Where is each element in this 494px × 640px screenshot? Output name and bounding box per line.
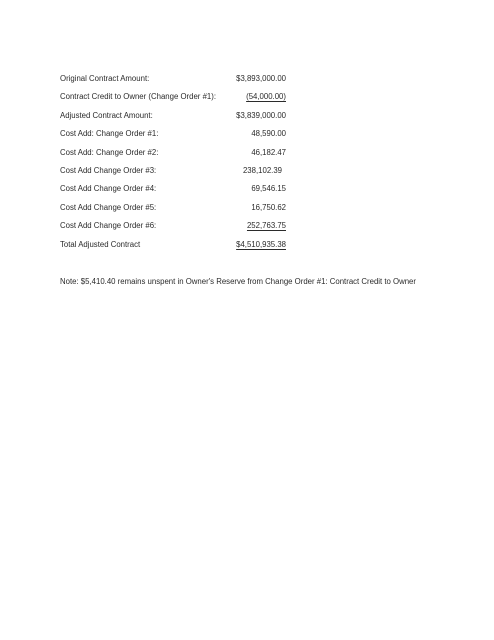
row-amount: 48,590.00 xyxy=(251,129,286,139)
row-amount: (54,000.00) xyxy=(246,92,286,102)
total-amount: $4,510,935.38 xyxy=(236,239,286,249)
row-label: Cost Add Change Order #5: xyxy=(60,202,157,212)
row-amount: 46,182.47 xyxy=(251,147,286,157)
row-amount: 16,750.62 xyxy=(251,202,286,212)
table-row xyxy=(60,73,300,91)
row-label: Cost Add Change Order #3: xyxy=(60,165,157,175)
row-amount: $3,893,000.00 xyxy=(236,74,286,83)
table-row xyxy=(60,147,300,165)
footnote: Note: $5,410.40 remains unspent in Owner's Reserve from Change Order #1: Contract Credit to Owner xyxy=(60,277,416,286)
table-row xyxy=(60,183,300,201)
table-row xyxy=(60,220,300,238)
table-row xyxy=(60,91,300,109)
row-label: Adjusted Contract Amount: xyxy=(60,110,153,120)
row-amount: 69,546.15 xyxy=(251,184,286,194)
row-label: Total Adjusted Contract xyxy=(60,239,141,249)
row-label: Cost Add: Change Order #2: xyxy=(60,147,159,157)
row-label: Cost Add Change Order #6: xyxy=(60,221,157,231)
row-label: Original Contract Amount: xyxy=(60,74,150,83)
table-row xyxy=(60,165,300,183)
row-label: Contract Credit to Owner (Change Order #1): xyxy=(60,92,217,102)
row-label: Cost Add Change Order #4: xyxy=(60,184,157,194)
contract-summary-table xyxy=(60,73,300,257)
table-row-total xyxy=(60,239,300,257)
table-row xyxy=(60,128,300,146)
row-amount: $3,839,000.00 xyxy=(236,110,286,120)
table-row xyxy=(60,202,300,220)
table-row xyxy=(60,110,300,128)
row-amount: 252,763.75 xyxy=(246,221,286,231)
row-label: Cost Add: Change Order #1: xyxy=(60,129,159,139)
row-amount: 238,102.39 xyxy=(242,165,282,175)
